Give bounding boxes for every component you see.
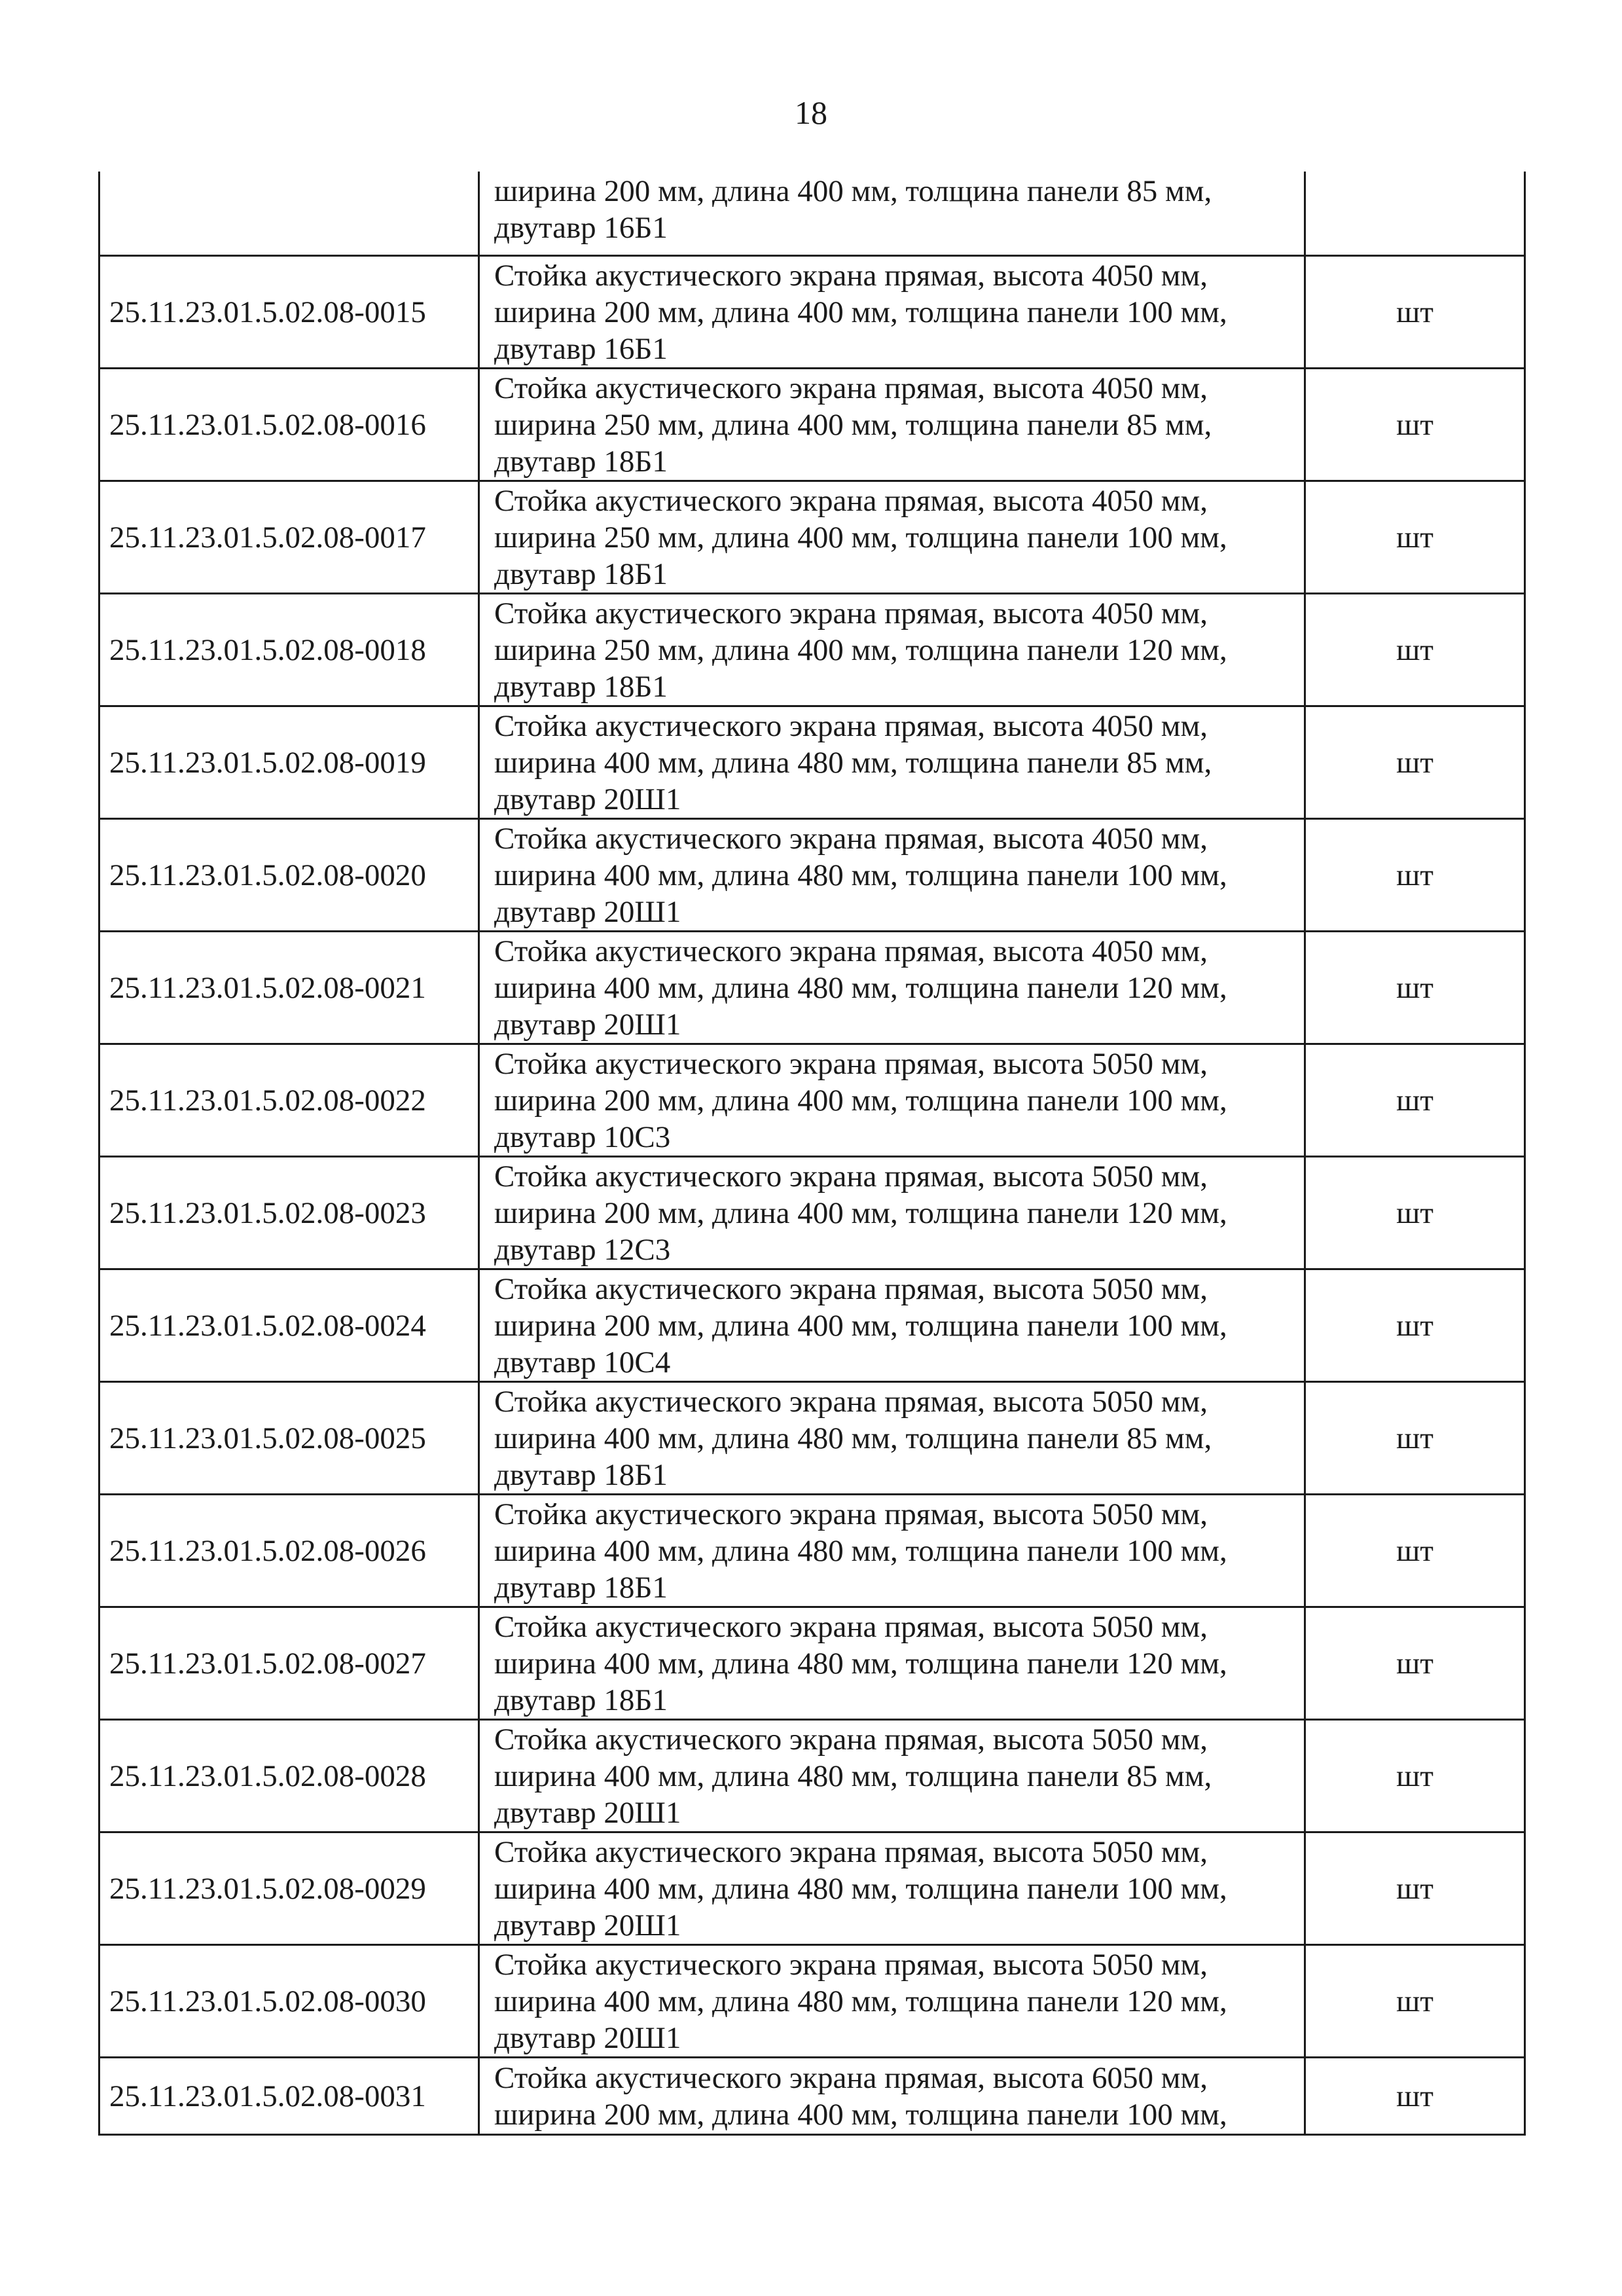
unit-cell: шт	[1305, 706, 1525, 819]
table-row	[99, 481, 1525, 594]
unit-cell: шт	[1305, 481, 1525, 594]
description-line: ширина 200 мм, длина 400 мм, толщина панели 100 мм,	[494, 295, 1227, 329]
unit-cell: шт	[1305, 1495, 1525, 1607]
description-line: двутавр 10С4	[494, 1345, 671, 1379]
code-cell: 25.11.23.01.5.02.08-0019	[99, 706, 479, 819]
unit-cell: шт	[1305, 1945, 1525, 2058]
description-line: двутавр 18Б1	[494, 556, 668, 591]
description-cell	[479, 1495, 1305, 1607]
unit-cell	[1305, 172, 1525, 256]
table-row	[99, 1495, 1525, 1607]
description-cell	[479, 369, 1305, 481]
table-row	[99, 932, 1525, 1044]
table-row	[99, 1720, 1525, 1832]
table-row	[99, 2058, 1525, 2135]
description-line: ширина 400 мм, длина 480 мм, толщина панели 120 мм,	[494, 1646, 1227, 1681]
code-cell: 25.11.23.01.5.02.08-0015	[99, 256, 479, 369]
description-line: двутавр 16Б1	[494, 211, 668, 245]
table-row	[99, 172, 1525, 256]
table-row	[99, 1044, 1525, 1157]
description-line: двутавр 20Ш1	[494, 782, 681, 816]
table-row	[99, 1945, 1525, 2058]
unit-cell: шт	[1305, 369, 1525, 481]
description-line: двутавр 18Б1	[494, 1457, 668, 1492]
description-line: Стойка акустического экрана прямая, высота 5050 мм,	[494, 1947, 1208, 1982]
description-cell	[479, 1607, 1305, 1720]
description-line: Стойка акустического экрана прямая, высота 5050 мм,	[494, 1722, 1208, 1757]
table-row	[99, 256, 1525, 369]
description-line: двутавр 20Ш1	[494, 1795, 681, 1830]
description-line: ширина 400 мм, длина 480 мм, толщина панели 100 мм,	[494, 858, 1227, 892]
unit-cell: шт	[1305, 2058, 1525, 2135]
unit-cell: шт	[1305, 1607, 1525, 1720]
code-cell: 25.11.23.01.5.02.08-0021	[99, 932, 479, 1044]
description-line: двутавр 18Б1	[494, 669, 668, 704]
description-line: Стойка акустического экрана прямая, высота 6050 мм,	[494, 2060, 1208, 2095]
description-line: Стойка акустического экрана прямая, высота 4050 мм,	[494, 821, 1208, 856]
code-cell: 25.11.23.01.5.02.08-0022	[99, 1044, 479, 1157]
code-cell: 25.11.23.01.5.02.08-0028	[99, 1720, 479, 1832]
description-line: ширина 400 мм, длина 480 мм, толщина панели 120 мм,	[494, 970, 1227, 1005]
unit-cell: шт	[1305, 1157, 1525, 1269]
unit-cell: шт	[1305, 1382, 1525, 1495]
description-cell	[479, 706, 1305, 819]
description-line: Стойка акустического экрана прямая, высота 4050 мм,	[494, 371, 1208, 405]
code-cell	[99, 172, 479, 256]
code-cell: 25.11.23.01.5.02.08-0029	[99, 1832, 479, 1945]
description-line: ширина 400 мм, длина 480 мм, толщина панели 85 мм,	[494, 1758, 1212, 1793]
description-line: ширина 400 мм, длина 480 мм, толщина панели 100 мм,	[494, 1533, 1227, 1568]
description-line: двутавр 20Ш1	[494, 1007, 681, 1042]
description-cell	[479, 1832, 1305, 1945]
description-line: двутавр 10С3	[494, 1120, 671, 1154]
description-line: Стойка акустического экрана прямая, высота 5050 мм,	[494, 1497, 1208, 1531]
code-cell: 25.11.23.01.5.02.08-0023	[99, 1157, 479, 1269]
description-cell	[479, 1157, 1305, 1269]
description-line: ширина 250 мм, длина 400 мм, толщина панели 120 мм,	[494, 632, 1227, 667]
description-line: ширина 250 мм, длина 400 мм, толщина панели 100 мм,	[494, 520, 1227, 555]
unit-cell: шт	[1305, 1720, 1525, 1832]
description-line: ширина 200 мм, длина 400 мм, толщина панели 100 мм,	[494, 1308, 1227, 1343]
description-line: ширина 400 мм, длина 480 мм, толщина панели 100 мм,	[494, 1871, 1227, 1906]
code-cell: 25.11.23.01.5.02.08-0025	[99, 1382, 479, 1495]
description-line: Стойка акустического экрана прямая, высота 5050 мм,	[494, 1384, 1208, 1419]
code-cell: 25.11.23.01.5.02.08-0018	[99, 594, 479, 706]
description-cell	[479, 2058, 1305, 2135]
unit-cell: шт	[1305, 1044, 1525, 1157]
description-line: двутавр 20Ш1	[494, 1908, 681, 1942]
description-cell	[479, 819, 1305, 932]
description-line: ширина 200 мм, длина 400 мм, толщина панели 120 мм,	[494, 1195, 1227, 1230]
code-cell: 25.11.23.01.5.02.08-0016	[99, 369, 479, 481]
description-line: ширина 400 мм, длина 480 мм, толщина панели 85 мм,	[494, 1421, 1212, 1455]
description-cell	[479, 1945, 1305, 2058]
description-line: ширина 200 мм, длина 400 мм, толщина панели 85 мм,	[494, 174, 1212, 208]
description-cell	[479, 932, 1305, 1044]
description-cell	[479, 256, 1305, 369]
description-line: Стойка акустического экрана прямая, высота 4050 мм,	[494, 708, 1208, 743]
table-row	[99, 1832, 1525, 1945]
description-line: Стойка акустического экрана прямая, высота 4050 мм,	[494, 596, 1208, 630]
description-line: Стойка акустического экрана прямая, высота 5050 мм,	[494, 1271, 1208, 1306]
unit-cell: шт	[1305, 594, 1525, 706]
code-cell: 25.11.23.01.5.02.08-0030	[99, 1945, 479, 2058]
table-row	[99, 1157, 1525, 1269]
description-cell	[479, 1044, 1305, 1157]
table-row	[99, 594, 1525, 706]
description-line: двутавр 12С3	[494, 1232, 671, 1267]
description-line: Стойка акустического экрана прямая, высота 5050 мм,	[494, 1046, 1208, 1081]
code-cell: 25.11.23.01.5.02.08-0024	[99, 1269, 479, 1382]
unit-cell: шт	[1305, 932, 1525, 1044]
code-cell: 25.11.23.01.5.02.08-0031	[99, 2058, 479, 2135]
description-line: Стойка акустического экрана прямая, высота 5050 мм,	[494, 1159, 1208, 1194]
specification-table	[98, 172, 1526, 2136]
description-line: ширина 200 мм, длина 400 мм, толщина панели 100 мм,	[494, 2097, 1227, 2132]
description-line: двутавр 16Б1	[494, 331, 668, 366]
description-line: двутавр 18Б1	[494, 1570, 668, 1605]
table-row	[99, 1382, 1525, 1495]
description-cell	[479, 1269, 1305, 1382]
table-row	[99, 706, 1525, 819]
table-row	[99, 819, 1525, 932]
description-cell	[479, 481, 1305, 594]
description-cell	[479, 1720, 1305, 1832]
unit-cell: шт	[1305, 1269, 1525, 1382]
table-row	[99, 1607, 1525, 1720]
page-number: 18	[795, 94, 827, 131]
description-line: двутавр 18Б1	[494, 1683, 668, 1717]
unit-cell: шт	[1305, 819, 1525, 932]
unit-cell: шт	[1305, 256, 1525, 369]
description-line: двутавр 20Ш1	[494, 2020, 681, 2055]
description-line: ширина 200 мм, длина 400 мм, толщина панели 100 мм,	[494, 1083, 1227, 1118]
code-cell: 25.11.23.01.5.02.08-0017	[99, 481, 479, 594]
description-line: Стойка акустического экрана прямая, высота 4050 мм,	[494, 934, 1208, 968]
description-line: двутавр 20Ш1	[494, 894, 681, 929]
description-line: ширина 400 мм, длина 480 мм, толщина панели 85 мм,	[494, 745, 1212, 780]
description-line: Стойка акустического экрана прямая, высота 5050 мм,	[494, 1834, 1208, 1869]
code-cell: 25.11.23.01.5.02.08-0020	[99, 819, 479, 932]
description-line: ширина 250 мм, длина 400 мм, толщина панели 85 мм,	[494, 407, 1212, 442]
table-row	[99, 1269, 1525, 1382]
description-line: Стойка акустического экрана прямая, высота 5050 мм,	[494, 1609, 1208, 1644]
table-row	[99, 369, 1525, 481]
description-line: ширина 400 мм, длина 480 мм, толщина панели 120 мм,	[494, 1984, 1227, 2018]
description-line: двутавр 18Б1	[494, 444, 668, 479]
code-cell: 25.11.23.01.5.02.08-0026	[99, 1495, 479, 1607]
description-cell	[479, 172, 1305, 256]
description-cell	[479, 594, 1305, 706]
description-cell	[479, 1382, 1305, 1495]
table-body	[99, 172, 1525, 2135]
description-line: Стойка акустического экрана прямая, высота 4050 мм,	[494, 483, 1208, 518]
code-cell: 25.11.23.01.5.02.08-0027	[99, 1607, 479, 1720]
description-line: Стойка акустического экрана прямая, высота 4050 мм,	[494, 258, 1208, 293]
unit-cell: шт	[1305, 1832, 1525, 1945]
